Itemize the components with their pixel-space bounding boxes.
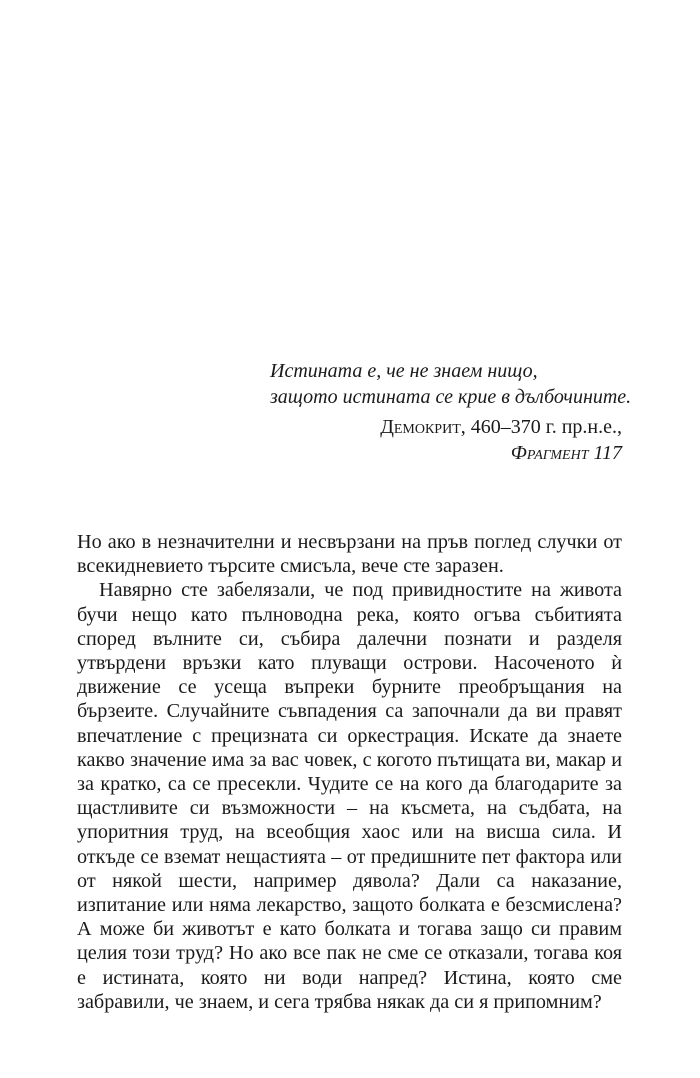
paragraph-2: Навярно сте забелязали, че под привидностите на живота бучи нещо като пълноводна река, която огъва събитията според вълните си, събира далечни познати и разделя утвърдени връзки като плуващи острови. Насоченото ѝ движение се усеща въпреки бурните преобръщания на бързеите. Случайните съвпадения са започнали да ви правят впечатление с прецизната си оркестрация. Искате да знаете какво значение има за вас човек, с когото пътищата ви, макар и за кратко, са се пресекли. Чудите се на кого да благодарите за щастливите си възможности – на късмета, на съдбата, на упоритния труд, на всеобщия хаос или на висша сила. И откъде се вземат нещастията – от предишните пет фактора или от някой шести, например дявола? Дали са наказание, изпитание или няма лекарство, защото болката е безсмислена? А може би животът е като болката и тогава защо си правим целия този труд? Но ако все пак не сме се отказали, тогава коя е истината, която ни води напред? Истина, която сме забравили, че знаем, и сега трябва някак да си я припомним? (77, 579, 622, 1013)
epigraph-attribution (380, 414, 622, 466)
attribution-author: Демокрит (380, 416, 461, 438)
epigraph-line-1: Истината е, че не знаем нищо, (270, 360, 538, 382)
paragraph-1: Но ако в незначителни и несвързани на пръв поглед случки от всекидневието търсите смисъла, вече сте заразен. (77, 531, 622, 578)
body-text (77, 530, 622, 1014)
attribution-line-1 (380, 414, 622, 440)
epigraph-line-2: защото истината се крие в дълбочините. (270, 386, 632, 408)
attribution-dates: , 460–370 г. пр.н.е., (460, 416, 622, 438)
epigraph-quote (270, 358, 632, 410)
attribution-work: Фрагмент 117 (510, 442, 622, 464)
